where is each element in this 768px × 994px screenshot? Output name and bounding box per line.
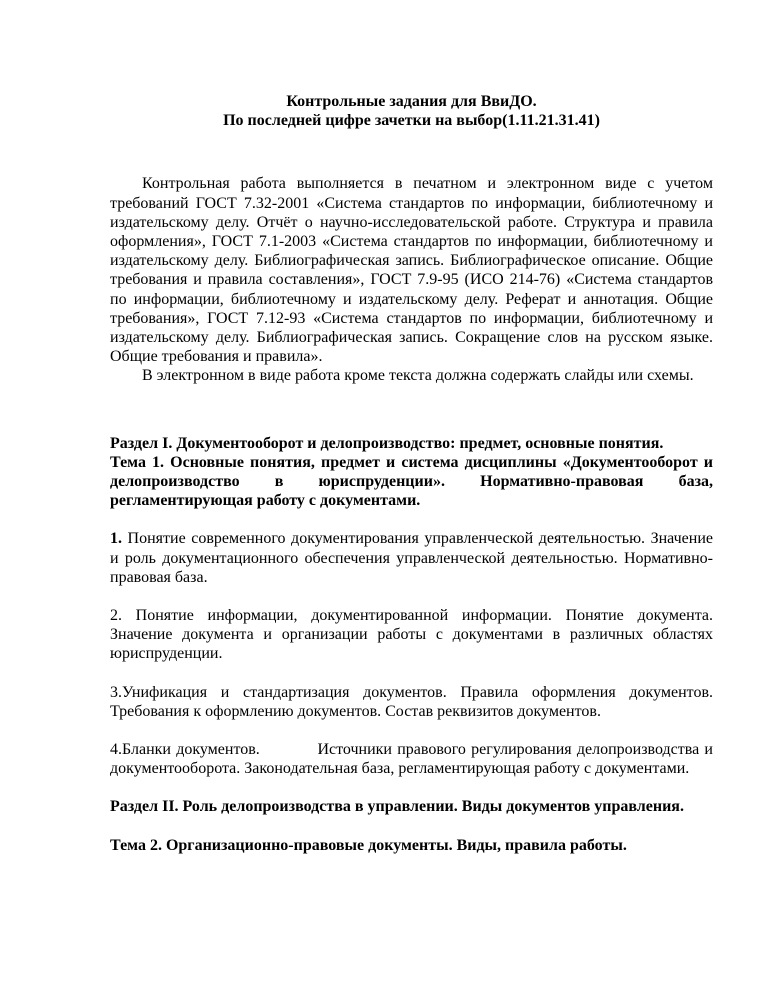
electronic-paragraph: В электронном в виде работа кроме текста должна содержать слайды или схемы. xyxy=(142,367,694,385)
document-subtitle: По последней цифре зачетки на выбор(1.11.21.31.41) xyxy=(223,112,600,130)
document-page xyxy=(110,92,717,855)
topic-1-heading: Тема 1. Основные понятия, предмет и система дисциплины «Документооборот и делопроизводство в юриспруденции». Нормативно-правовая база, регламентирующая работу с документами. xyxy=(110,453,713,510)
list-item: 4.Бланки документов. Источники правового регулирования делопроизводства и документооборота. Законодательная база, регламентирующая работу с документами. xyxy=(110,741,717,778)
section-2-heading: Раздел II. Роль делопроизводства в управлении. Виды документов управления. xyxy=(110,798,684,816)
list-item xyxy=(110,529,713,587)
section-1-heading: Раздел I. Документооборот и делопроизводство: предмет, основные понятия. xyxy=(110,434,664,452)
intro-paragraph: Контрольная работа выполняется в печатном и электронном виде с учетом требований ГОСТ 7.32-2001 «Система стандартов по информации, библиотечному и издательскому делу. Отчёт о научно-исследовательской работе. Структура и правила оформления», ГОСТ 7.1-2003 «Система стандартов по информации, библиотечному и издательскому делу. Библиографическая запись. Библиографическое описание. Общие требования и правила составления», ГОСТ 7.9-95 (ИСО 214-76) «Система стандартов по информации, библиотечному и издательскому делу. Реферат и аннотация. Общие требования», ГОСТ 7.12-93 «Система стандартов по информации, библиотечному и издательскому делу. Библиографическая запись. Сокращение слов на русском языке. Общие требования и правила». xyxy=(110,175,713,366)
list-item-number: 1. xyxy=(110,530,122,548)
list-item: 3.Унификация и стандартизация документов. Правила оформления документов. Требования к оформлению документов. Состав реквизитов документов. xyxy=(110,683,713,720)
list-item: 2. Понятие информации, документированной информации. Понятие документа. Значение документа и организации работы с документами в различных областях юриспруденции. xyxy=(110,607,713,663)
list-item-text: Понятие современного документирования управленческой деятельностью. Значение и роль документационного обеспечения управленческой деятельностью. Нормативно-правовая база. xyxy=(110,530,713,586)
document-title: Контрольные задания для ВвиДО. xyxy=(286,93,537,110)
topic-2-heading: Тема 2. Организационно-правовые документы. Виды, правила работы. xyxy=(110,836,627,854)
